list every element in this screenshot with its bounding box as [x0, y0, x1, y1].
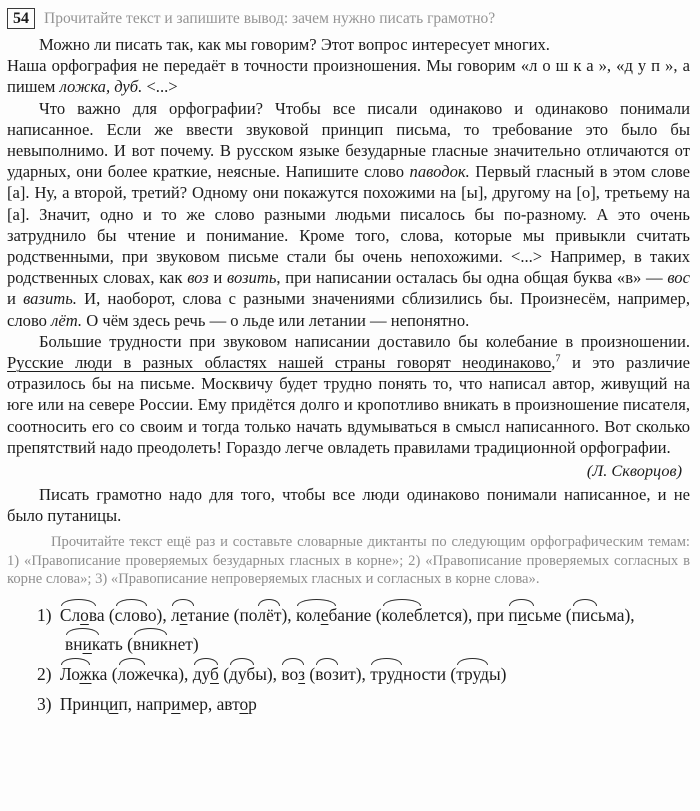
root-arc-mark [370, 664, 403, 684]
text-segment: л [171, 604, 180, 625]
root-arc-mark: слов [114, 604, 148, 625]
text-segment: а ( [96, 604, 115, 625]
underlined-text: Русские люди в разных областях нашей страны говорят неодинаково [7, 353, 552, 373]
underlined-text: и [82, 633, 92, 654]
exercise-number: 54 [13, 10, 29, 27]
text-segment: т [187, 604, 196, 625]
exercise-header [7, 8, 690, 29]
text-segment: п [508, 604, 518, 625]
text-segment: ечка), [146, 663, 193, 684]
text-segment: ), [281, 604, 296, 625]
text-body [7, 34, 690, 458]
text-segment: ы) [488, 663, 507, 684]
root-arc-mark [171, 605, 195, 625]
author-line: (Л. Скворцов) [586, 461, 682, 481]
text-segment: тру [370, 663, 395, 684]
text-segment: и [7, 289, 24, 309]
answers-list [7, 601, 690, 719]
underlined-text: б [210, 663, 219, 684]
text-segment: Что важно для орфографии? Чтобы все писали одинаково и одинаково понимали написанное. Если же ввести звуковой принцип письма, то требование это было бы невыполнимо. И вот почему. В русском языке безударные гласные значительно отличаются от ударных, они более краткие, неясные. Напишите слово [7, 98, 690, 182]
text-segment: Большие трудности при звуковом написании доставило бы колебание в произношении. [39, 331, 690, 351]
text-segment: лёт. [51, 310, 83, 330]
text-segment: Прочитайте текст ещё раз и составьте словарные диктанты по следующим орфографическим темам: 1) «Правописание проверяемых безударных гласных в корне»; 2) «Правописание проверяемых согласных в корне слова»; 3) «Правописание непроверяемых гласных и согласных в корне слова». [7, 534, 690, 588]
text-segment: нет) [168, 633, 199, 654]
text-segment: возить [227, 268, 277, 288]
root-arc-mark: колеб [381, 604, 423, 625]
conclusion-paragraph [7, 484, 690, 526]
text-segment: », « [598, 56, 625, 76]
text-segment: Наша орфография не передаёт в точности произношения. Мы говорим « [7, 56, 530, 76]
text-segment: и [208, 268, 228, 288]
text-segment: ьме ( [534, 604, 572, 625]
text-segment: Первый гласный в этом слове [а]. Ну, а второй, третий? Одному они покажутся похожими на [ы], другому на [о], третьему на [а]. Значит, одно и то же слово разными людьми писалось бы по-разному. А это очень затруднило бы чтение и понимание. Кроме того, слова, которые мы привыкли считать родственными, при звуковом письме стали бы очень непохожими. <...> Например, в таких родственных словах, как [7, 162, 691, 288]
root-arc-mark [281, 664, 305, 684]
paragraph-orthography [7, 55, 690, 97]
underlined-text: и [517, 604, 528, 625]
answer-item-number: 3) [37, 693, 56, 714]
root-arc-mark: лож [117, 663, 147, 684]
text-segment: кол [295, 604, 321, 625]
text-segment: , при написании осталась бы одна общая буква «в» — [276, 268, 668, 288]
root-arc-mark: пис [571, 604, 598, 625]
text-segment: ( [218, 663, 230, 684]
root-arc-mark [296, 605, 337, 625]
text-segment: и это различие отразилось бы на письме. Москвичу будет трудно понять то, что написал автор, живущий на юге или на севере России. Ему придётся долго и кропотливо вникать в произношение писателя, соотносить его со своим и тогда только начать вдумываться в смысл написанного. Вот сколько препятствий надо преодолеть! Гораздо легче овладеть правилами традиционной орфографии. [7, 353, 690, 457]
text-segment: к [91, 633, 101, 654]
text-segment: ложка, дуб. [59, 77, 143, 97]
text-segment: б [328, 604, 338, 625]
text-segment: лется), при [422, 604, 509, 625]
root-arc-mark [508, 605, 534, 625]
text-segment: ка ( [91, 663, 118, 684]
root-arc-mark [60, 664, 92, 684]
text-segment: паводок. [409, 162, 470, 182]
text-segment: лошка [529, 56, 599, 76]
root-arc-mark: воз [315, 663, 339, 684]
text-segment: ы), [255, 663, 282, 684]
paragraph-difficulties [7, 331, 690, 458]
answer-item [7, 660, 690, 689]
underlined-text: и [109, 693, 119, 714]
text-segment: ит), [338, 663, 371, 684]
text-segment: ать ( [100, 633, 133, 654]
root-arc-mark [193, 664, 219, 684]
text-segment: <...> [142, 77, 178, 97]
underlined-text: д [394, 663, 404, 684]
text-segment: р [248, 693, 257, 714]
text-segment: вн [65, 633, 83, 654]
text-segment: ду [192, 663, 211, 684]
text-segment: вазить. [23, 289, 77, 309]
root-arc-mark [65, 634, 100, 654]
text-segment: воз [187, 268, 209, 288]
text-segment: с [527, 604, 535, 625]
underlined-text: ж [79, 663, 92, 684]
text-segment: ности ( [403, 663, 457, 684]
text-segment: во [281, 663, 299, 684]
underlined-text: о [80, 604, 89, 625]
text-segment: в [88, 604, 97, 625]
root-arc-mark: лёт [257, 604, 282, 625]
text-segment: ание (по [195, 604, 258, 625]
text-segment: Ло [59, 663, 80, 684]
text-segment: Писать грамотно надо для того, чтобы все люди одинаково понимали написанное, и не было путаницы. [7, 485, 690, 526]
text-segment: п, напр [118, 693, 172, 714]
text-segment: о), [147, 604, 172, 625]
underlined-text: з [298, 663, 306, 684]
paragraph-intro [7, 34, 690, 55]
answer-item-number: 2) [37, 663, 56, 684]
text-segment: », а пишем [7, 56, 690, 97]
text-segment: мер, авт [180, 693, 240, 714]
text-segment: И, наоборот, слова с разными значениями сблизились бы. Произнесём, например, слово [7, 289, 690, 330]
text-segment: Сл [59, 604, 81, 625]
text-segment: вос [667, 268, 690, 288]
text-segment: О чём здесь речь — о льде или летании — непонятно. [82, 310, 470, 330]
text-segment: Принц [59, 693, 110, 714]
root-arc-mark [60, 605, 97, 625]
text-segment: ( [305, 663, 316, 684]
text-segment: , [551, 353, 556, 373]
task-text [7, 533, 690, 588]
underlined-text: и [171, 693, 181, 714]
text-segment: Можно ли писать так, как мы говорим? Этот вопрос интересует многих. [39, 35, 550, 54]
text-segment: ание ( [337, 604, 382, 625]
answer-item [7, 601, 690, 659]
exercise-instruction: Прочитайте текст и запишите вывод: зачем нужно писать грамотно? [44, 10, 496, 27]
paragraph-main [7, 98, 690, 331]
root-arc-mark: труд [456, 663, 489, 684]
underlined-text: е [320, 604, 329, 625]
root-arc-mark: вник [132, 633, 169, 654]
text-segment: дуп [624, 56, 666, 76]
root-arc-mark: дуб [229, 663, 256, 684]
underlined-text: е [179, 604, 188, 625]
answer-item [7, 690, 690, 719]
exercise-number-box [7, 8, 35, 29]
answer-item-number: 1) [37, 604, 56, 625]
underlined-text: о [239, 693, 249, 714]
text-segment: 7 [555, 353, 561, 365]
text-segment: ьма), [597, 604, 635, 625]
